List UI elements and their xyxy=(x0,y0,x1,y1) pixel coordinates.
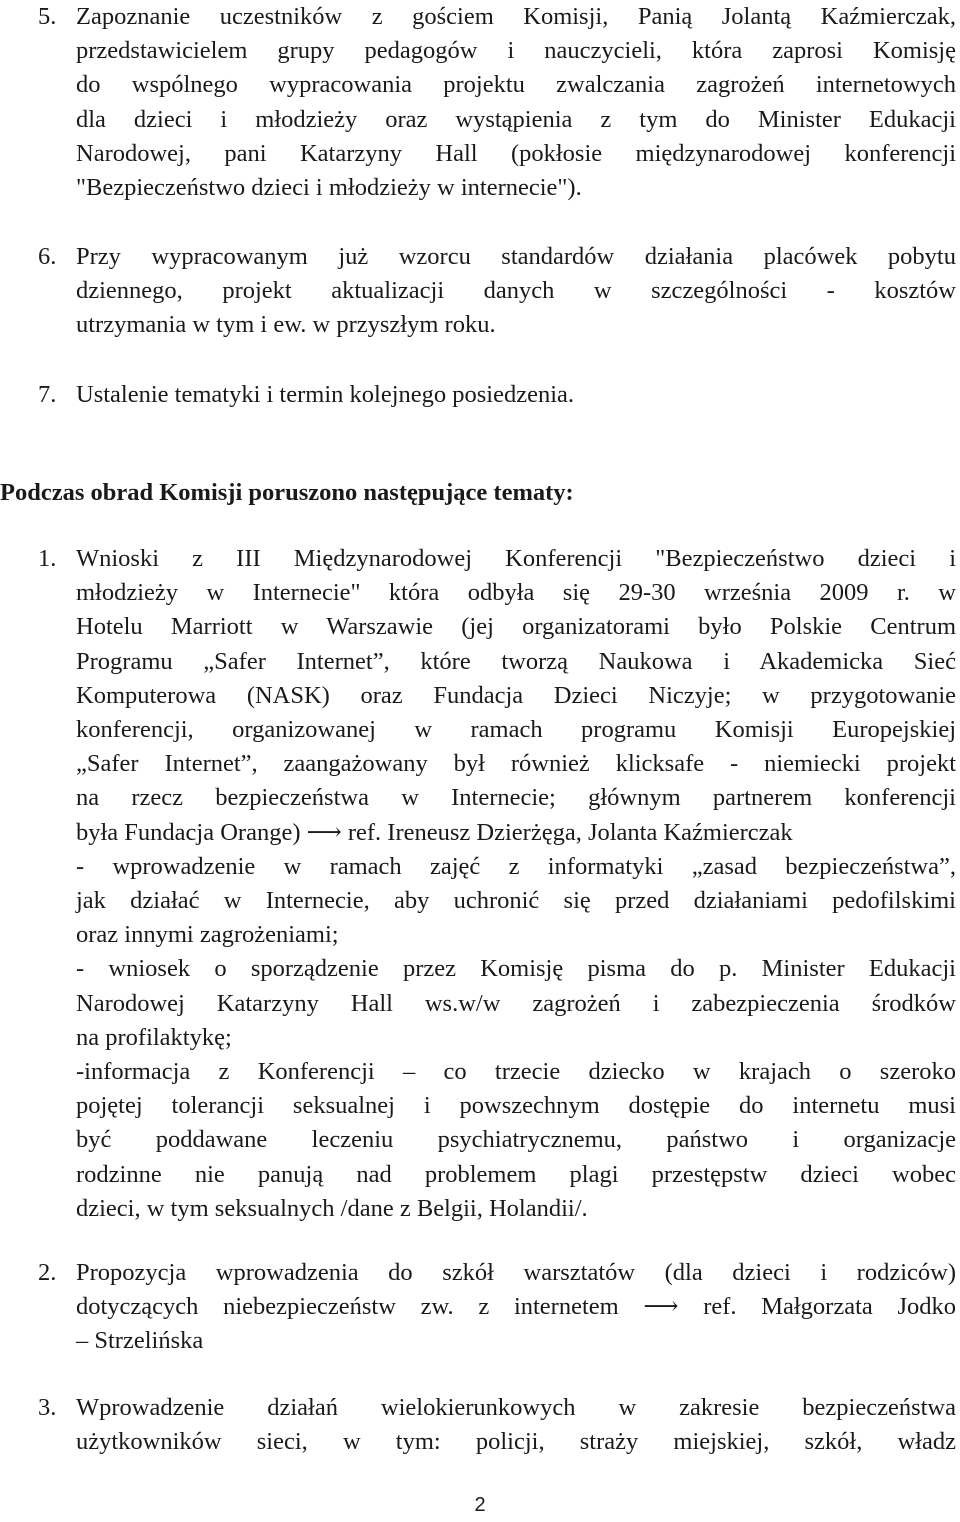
topic-3 xyxy=(38,1391,956,1459)
text-line: Wprowadzenie działań wielokierunkowych w zakresie bezpieczeństwa xyxy=(76,1394,956,1421)
text-line: "Bezpieczeństwo dzieci i młodzieży w internecie"). xyxy=(76,174,582,202)
item-number: 5. xyxy=(38,3,57,30)
text-line: -informacja z Konferencji – co trzecie dziecko w krajach o szeroko xyxy=(76,1058,956,1086)
item-text xyxy=(76,542,956,1226)
topic-1 xyxy=(38,542,956,1226)
text-line: rodzinne nie panują nad problemem plagi przestępstw dzieci wobec xyxy=(76,1160,956,1188)
text-line: być poddawane leczeniu psychiatrycznemu, państwo i organizacje xyxy=(76,1126,956,1154)
text-line: Zapoznanie uczestników z gościem Komisji, Panią Jolantą Kaźmierczak, xyxy=(76,3,956,30)
page-number: 2 xyxy=(474,1494,486,1516)
text-line: konferencji, organizowanej w ramach programu Komisji Europejskiej xyxy=(76,716,956,744)
text-line: dzieci, w tym seksualnych /dane z Belgii, Holandii/. xyxy=(76,1194,588,1222)
text-line: Propozycja wprowadzenia do szkół warsztatów (dla dzieci i rodziców) xyxy=(76,1259,956,1286)
item-number: 1. xyxy=(38,545,57,572)
text-line: była Fundacja Orange) ⟶ ref. Ireneusz Dzierżęga, Jolanta Kaźmierczak xyxy=(76,818,793,846)
agenda-item-6 xyxy=(38,240,956,343)
text-line: na rzecz bezpieczeństwa w Internecie; głównym partnerem konferencji xyxy=(76,784,956,812)
item-text xyxy=(76,378,956,412)
topic-2 xyxy=(38,1256,956,1359)
text-line: Hotelu Marriott w Warszawie (jej organizatorami było Polskie Centrum xyxy=(76,613,956,641)
text-line: Programu „Safer Internet”, które tworzą Naukowa i Akademicka Sieć xyxy=(76,647,956,675)
section-heading: Podczas obrad Komisji poruszono następujące tematy: xyxy=(0,479,574,506)
text-line: dziennego, projekt aktualizacji danych w szczególności - kosztów xyxy=(76,277,956,305)
text-line: - wniosek o sporządzenie przez Komisję pisma do p. Minister Edukacji xyxy=(76,955,956,983)
text-line: jak działać w Internecie, aby uchronić się przed działaniami pedofilskimi xyxy=(76,887,956,915)
text-line: przedstawicielem grupy pedagogów i nauczycieli, która zaprosi Komisję xyxy=(76,37,956,65)
agenda-item-7 xyxy=(38,378,956,412)
item-text xyxy=(76,0,956,205)
text-line: Narodowej, pani Katarzyny Hall (pokłosie międzynarodowej konferencji xyxy=(76,139,956,167)
agenda-item-5 xyxy=(38,0,956,205)
text-line: – Strzelińska xyxy=(76,1327,204,1355)
item-number: 2. xyxy=(38,1259,57,1286)
item-number: 6. xyxy=(38,243,57,270)
text-line: utrzymania w tym i ew. w przyszłym roku. xyxy=(76,311,496,339)
text-line: Komputerowa (NASK) oraz Fundacja Dzieci Niczyje; w przygotowanie xyxy=(76,681,956,709)
text-line: do wspólnego wypracowania projektu zwalczania zagrożeń internetowych xyxy=(76,71,956,99)
item-number: 7. xyxy=(38,381,57,408)
text-line: „Safer Internet”, zaangażowany był również klicksafe - niemiecki projekt xyxy=(76,750,956,778)
text-line: Wnioski z III Międzynarodowej Konferencji "Bezpieczeństwo dzieci i xyxy=(76,545,956,572)
item-text xyxy=(76,240,956,343)
text-line: Narodowej Katarzyny Hall ws.w/w zagrożeń i zabezpieczenia środków xyxy=(76,989,956,1017)
text-line: na profilaktykę; xyxy=(76,1023,232,1051)
text-line: dla dzieci i młodzieży oraz wystąpienia z tym do Minister Edukacji xyxy=(76,105,956,133)
text-line: pojętej tolerancji seksualnej i powszechnym dostępie do internetu musi xyxy=(76,1092,956,1120)
item-text xyxy=(76,1391,956,1459)
text-line: oraz innymi zagrożeniami; xyxy=(76,921,339,949)
text-line: dotyczących niebezpieczeństw zw. z internetem ⟶ ref. Małgorzata Jodko xyxy=(76,1293,956,1321)
text-line: młodzieży w Internecie" która odbyła się 29-30 września 2009 r. w xyxy=(76,579,956,607)
text-line: Przy wypracowanym już wzorcu standardów działania placówek pobytu xyxy=(76,243,956,270)
text-line: - wprowadzenie w ramach zajęć z informatyki „zasad bezpieczeństwa”, xyxy=(76,852,956,880)
item-text xyxy=(76,1256,956,1359)
text-line: użytkowników sieci, w tym: policji, straży miejskiej, szkół, władz xyxy=(76,1428,956,1456)
text-line: Ustalenie tematyki i termin kolejnego posiedzenia. xyxy=(76,381,575,408)
item-number: 3. xyxy=(38,1394,57,1421)
